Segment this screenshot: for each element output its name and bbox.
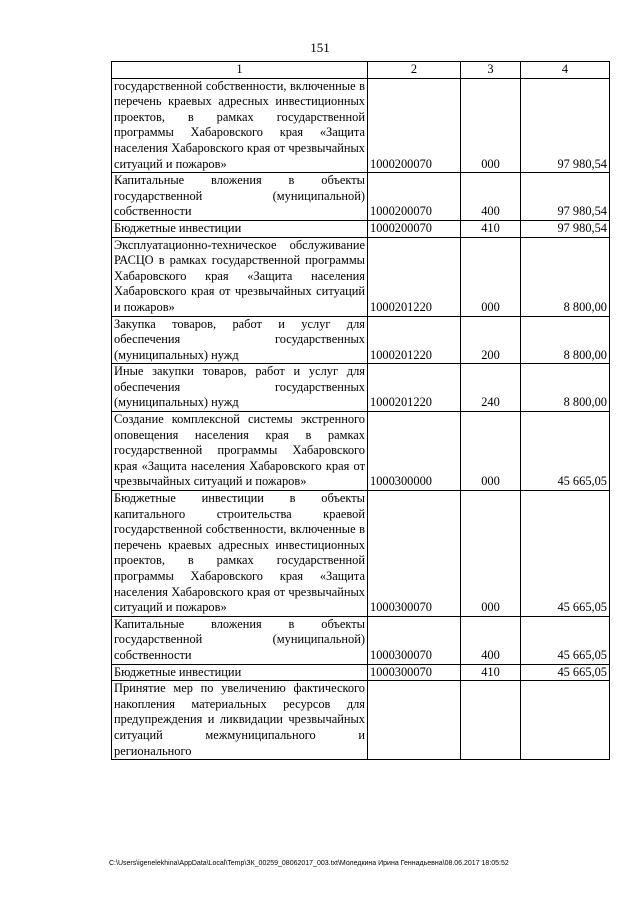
description-cell: Эксплуатационно-техническое обслуживание РАСЦО в рамках государственной программы Хабаровского края «Защита населения Хабаровского края от чрезвычайных ситуаций и пожаров»: [112, 237, 368, 316]
header-cell: 2: [368, 62, 461, 79]
description-cell: Бюджетные инвестиции: [112, 220, 368, 237]
description-cell: Бюджетные инвестиции в объекты капитального строительства краевой государственной собственности, включенные в перечень краевых адресных инвестиционных проектов, в рамках государственной программы Хабаровского края «Защита населения Хабаровского края от чрезвычайных ситуаций и пожаров»: [112, 491, 368, 617]
expense-type-cell: 200: [461, 316, 521, 364]
description-cell: Капитальные вложения в объекты государственной (муниципальной) собственности: [112, 173, 368, 221]
table-row: [112, 664, 610, 681]
target-code-cell: 1000300070: [368, 664, 461, 681]
target-code-cell: 1000200070: [368, 173, 461, 221]
amount-cell: 45 665,05: [521, 664, 610, 681]
amount-cell: 97 980,54: [521, 173, 610, 221]
description-cell: Бюджетные инвестиции: [112, 664, 368, 681]
amount-cell: 8 800,00: [521, 316, 610, 364]
table-row: [112, 364, 610, 412]
table-row: [112, 681, 610, 760]
amount-cell: [521, 681, 610, 760]
expense-type-cell: 410: [461, 664, 521, 681]
amount-cell: 97 980,54: [521, 220, 610, 237]
header-cell: 4: [521, 62, 610, 79]
amount-cell: 8 800,00: [521, 237, 610, 316]
expense-type-cell: 240: [461, 364, 521, 412]
amount-cell: 45 665,05: [521, 616, 610, 664]
target-code-cell: 1000200070: [368, 78, 461, 173]
table-row: [112, 173, 610, 221]
table-row: [112, 412, 610, 491]
header-cell: 1: [112, 62, 368, 79]
description-cell: Создание комплексной системы экстренного оповещения населения края в рамках государственной программы Хабаровского края «Защита населения Хабаровского края от чрезвычайных ситуаций и пожаров»: [112, 412, 368, 491]
target-code-cell: [368, 681, 461, 760]
table-row: [112, 616, 610, 664]
amount-cell: 8 800,00: [521, 364, 610, 412]
target-code-cell: 1000201220: [368, 237, 461, 316]
expense-type-cell: 410: [461, 220, 521, 237]
page-number: 151: [310, 40, 330, 55]
description-cell: Закупка товаров, работ и услуг для обеспечения государственных (муниципальных) нужд: [112, 316, 368, 364]
table-row: [112, 491, 610, 617]
target-code-cell: 1000201220: [368, 316, 461, 364]
expense-type-cell: 000: [461, 237, 521, 316]
description-cell: государственной собственности, включенные в перечень краевых адресных инвестиционных проектов, в рамках государственной программы Хабаровского края «Защита населения Хабаровского края от чрезвычайных ситуаций и пожаров»: [112, 78, 368, 173]
expense-type-cell: 000: [461, 78, 521, 173]
amount-cell: 45 665,05: [521, 412, 610, 491]
expense-type-cell: 400: [461, 616, 521, 664]
target-code-cell: 1000201220: [368, 364, 461, 412]
header-cell: 3: [461, 62, 521, 79]
file-path-footer: C:\Users\igenelekhina\AppData\Local\Temp\ЗК_00259_08062017_003.txt\Моледкина Ирина Геннадьевна\08.06.2017 18:05:52: [109, 860, 509, 867]
expense-type-cell: 000: [461, 491, 521, 617]
table-row: [112, 220, 610, 237]
table-row: [112, 316, 610, 364]
table-row: [112, 78, 610, 173]
amount-cell: 97 980,54: [521, 78, 610, 173]
target-code-cell: 1000300070: [368, 616, 461, 664]
target-code-cell: 1000200070: [368, 220, 461, 237]
amount-cell: 45 665,05: [521, 491, 610, 617]
expense-type-cell: [461, 681, 521, 760]
target-code-cell: 1000300000: [368, 412, 461, 491]
description-cell: Капитальные вложения в объекты государственной (муниципальной) собственности: [112, 616, 368, 664]
budget-table: [111, 61, 610, 760]
table-header-row: [112, 62, 610, 79]
expense-type-cell: 400: [461, 173, 521, 221]
table-row: [112, 237, 610, 316]
expense-type-cell: 000: [461, 412, 521, 491]
target-code-cell: 1000300070: [368, 491, 461, 617]
description-cell: Принятие мер по увеличению фактического накопления материальных ресурсов для предупреждения и ликвидации чрезвычайных ситуаций межмуниципального и регионального: [112, 681, 368, 760]
description-cell: Иные закупки товаров, работ и услуг для обеспечения государственных (муниципальных) нужд: [112, 364, 368, 412]
